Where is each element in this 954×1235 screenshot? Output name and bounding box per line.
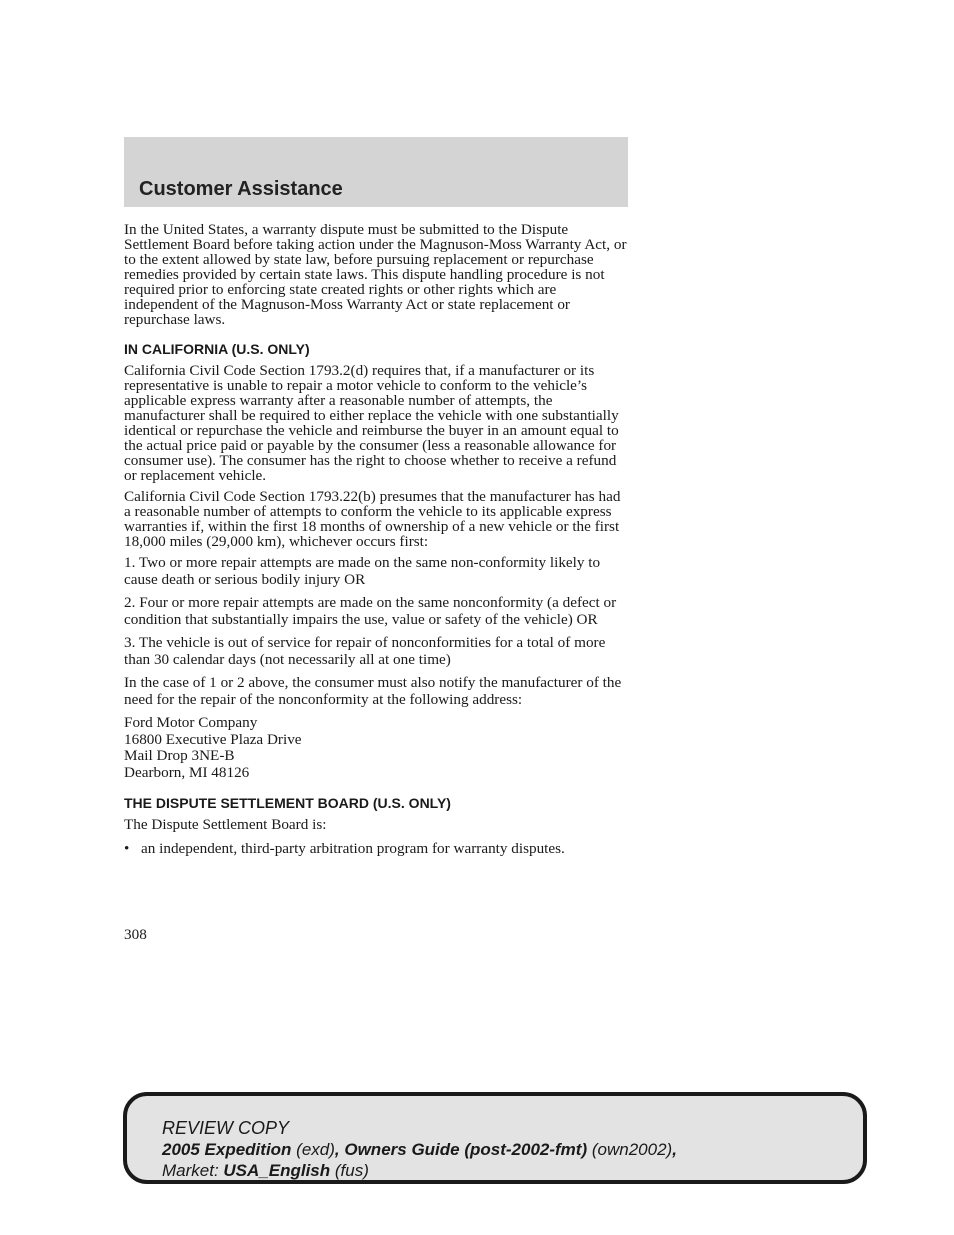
notify-paragraph: In the case of 1 or 2 above, the consumer must also notify the manufacturer of the need for the repair of the nonconformity at the following address: xyxy=(124,674,622,708)
market-label: Market: xyxy=(162,1161,224,1180)
review-copy-box xyxy=(123,1092,867,1184)
page-content xyxy=(124,222,630,862)
page-number: 308 xyxy=(124,926,147,943)
separator: , xyxy=(334,1140,345,1159)
bullet-text: an independent, third-party arbitration program for warranty disputes. xyxy=(141,839,565,857)
section-header-band xyxy=(124,137,628,207)
intro-paragraph: In the United States, a warranty dispute must be submitted to the Dispute Settlement Board before taking action under the Magnuson-Moss Warranty Act, or to the extent allowed by state law, before pursuing replacement or repurchase remedies provided by certain state laws. This dispute handling procedure is not required prior to enforcing state created rights or other rights which are independent of the Magnuson-Moss Warranty Act or state replacement or repurchase laws. xyxy=(124,221,627,328)
guide-name: Owners Guide (post-2002-fmt) xyxy=(344,1140,588,1159)
address-line: Ford Motor Company xyxy=(124,714,258,731)
mailing-address xyxy=(124,715,630,781)
model-code: (exd) xyxy=(296,1140,335,1159)
section-title: Customer Assistance xyxy=(139,178,343,200)
guide-code: (own2002) xyxy=(591,1140,673,1159)
address-line: Mail Drop 3NE-B xyxy=(124,747,235,764)
bullet-icon: • xyxy=(124,839,130,857)
review-copy-label: REVIEW COPY xyxy=(162,1118,290,1138)
separator: , xyxy=(672,1140,677,1159)
bullet-item xyxy=(124,841,630,856)
document-identifier xyxy=(162,1139,677,1160)
model-name: 2005 Expedition xyxy=(162,1140,292,1159)
review-copy-text xyxy=(162,1118,677,1181)
board-intro: The Dispute Settlement Board is: xyxy=(124,816,327,833)
california-paragraph-1: California Civil Code Section 1793.2(d) requires that, if a manufacturer or its representative is unable to repair a motor vehicle to conform to the vehicle’s applicable express warranty after a reasonable number of attempts, the manufacturer shall be required to either replace the vehicle with one substantially identical or repurchase the vehicle and reimburse the buyer in an amount equal to the actual price paid or payable by the consumer (less a reasonable allowance for consumer use). The consumer has the right to choose whether to receive a refund or replacement vehicle. xyxy=(124,362,619,484)
market-name: USA_English xyxy=(223,1161,331,1180)
market-code: (fus) xyxy=(334,1161,369,1180)
address-line: Dearborn, MI 48126 xyxy=(124,763,250,781)
condition-item-3: 3. The vehicle is out of service for repair of nonconformities for a total of more than 30 calendar days (not necessarily all at one time) xyxy=(124,634,606,668)
california-heading: IN CALIFORNIA (U.S. ONLY) xyxy=(124,341,310,357)
address-line: 16800 Executive Plaza Drive xyxy=(124,730,302,748)
board-heading: THE DISPUTE SETTLEMENT BOARD (U.S. ONLY) xyxy=(124,795,451,811)
condition-item-2: 2. Four or more repair attempts are made on the same nonconformity (a defect or condition that substantially impairs the use, value or safety of the vehicle) OR xyxy=(124,594,617,628)
california-paragraph-2: California Civil Code Section 1793.22(b) presumes that the manufacturer has had a reasonable number of attempts to conform the vehicle to its applicable express warranties if, within the first 18 months of ownership of a new vehicle or the first 18,000 miles (29,000 km), whichever occurs first: xyxy=(124,488,621,550)
condition-item-1: 1. Two or more repair attempts are made on the same non-conformity likely to cause death or serious bodily injury OR xyxy=(124,554,601,588)
market-line xyxy=(162,1160,677,1181)
